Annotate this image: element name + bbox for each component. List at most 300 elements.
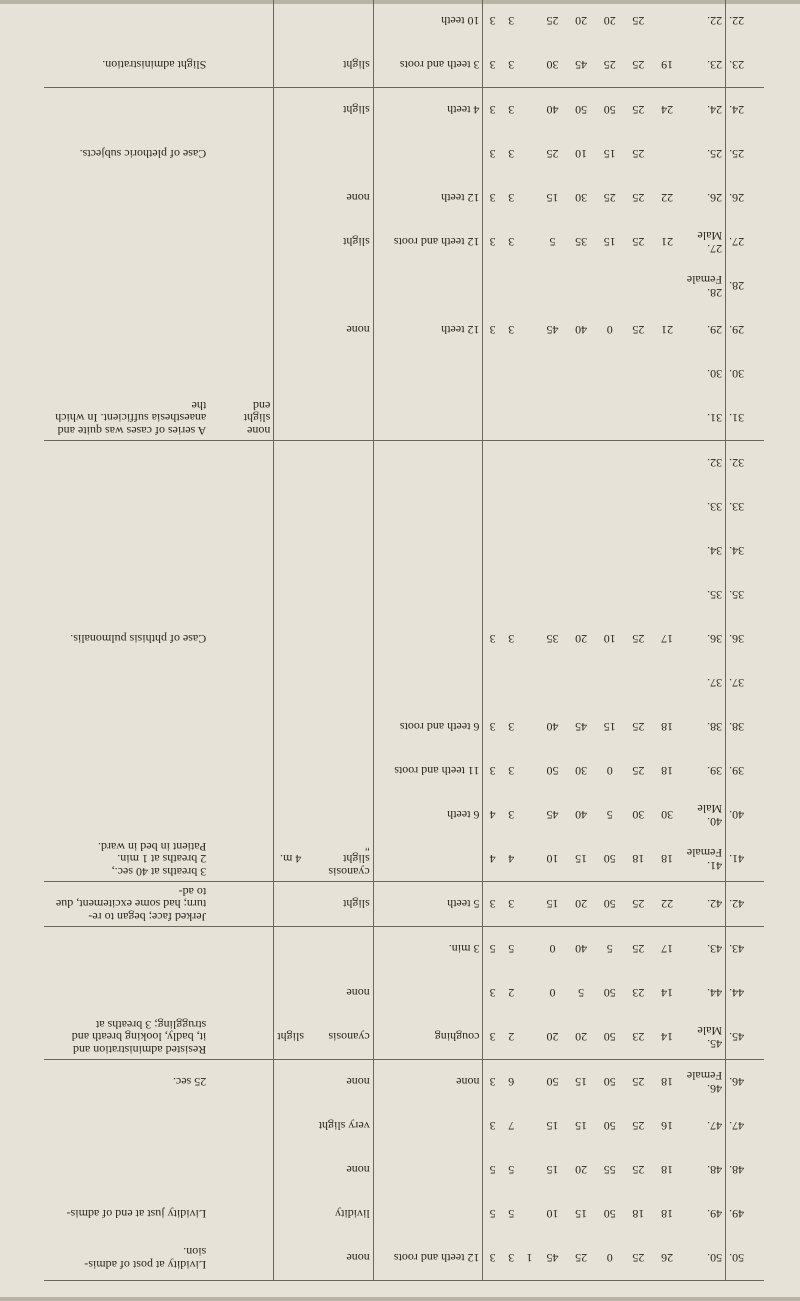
- value-3-cell: 0: [606, 323, 613, 338]
- case-label-cell: 35.: [681, 573, 725, 617]
- value-5-cell: 26: [653, 1236, 682, 1281]
- value-5-cell: [653, 0, 682, 43]
- value-3-cell: [595, 264, 624, 308]
- case-label-cell: 46. Female: [681, 1060, 725, 1105]
- operation-cell: [373, 529, 483, 573]
- operation-cell: [373, 617, 483, 661]
- respiration-cell: slight: [307, 43, 373, 88]
- count-2-cell: 5: [508, 942, 515, 957]
- value-4-cell: 25: [632, 764, 645, 779]
- value-2-cell: 5: [578, 986, 585, 1001]
- value-3-cell: 50: [603, 1119, 616, 1134]
- table-row: [44, 441, 764, 486]
- remarks-cell: [44, 529, 209, 573]
- table-row: [44, 308, 764, 352]
- unit-cell: [521, 529, 538, 573]
- operation-cell: [373, 396, 483, 441]
- value-4-cell: 25: [632, 235, 645, 250]
- case-label-cell: 22.: [681, 0, 725, 43]
- value-3-cell: 50: [595, 882, 624, 927]
- case-number-cell: 36.: [729, 632, 745, 647]
- count-2-cell: 2: [502, 1015, 521, 1060]
- value-3-cell: [595, 441, 624, 486]
- table-row: [44, 88, 764, 133]
- table-row: [44, 1236, 764, 1281]
- unit-cell: [521, 88, 538, 133]
- value-5-cell: [653, 661, 682, 705]
- value-1-cell: 10: [546, 1207, 559, 1222]
- count-1-cell: 5: [489, 942, 496, 957]
- value-4-cell: [624, 441, 653, 486]
- case-label-cell: 43.: [681, 927, 725, 972]
- value-3-cell: 15: [603, 720, 616, 735]
- table-row: [44, 1104, 764, 1148]
- value-3-cell: [595, 529, 624, 573]
- respiration-cell: [307, 441, 373, 486]
- respiration-cell: none: [346, 1163, 370, 1178]
- operation-cell: [373, 264, 483, 308]
- count-1-cell: 3: [483, 43, 502, 88]
- unit-cell: [521, 927, 538, 972]
- remarks-cell: [44, 705, 209, 749]
- value-4-cell: 25: [632, 14, 645, 29]
- respiration-cell: [307, 0, 373, 43]
- pulse-cell: [274, 308, 307, 352]
- value-3-cell: 50: [595, 1015, 624, 1060]
- operation-cell: 12 teeth: [373, 308, 483, 352]
- table-row: [44, 749, 764, 793]
- case-number-cell: 47.: [729, 1119, 745, 1134]
- value-4-cell: 18: [632, 1207, 645, 1222]
- value-5-cell: 18: [661, 1207, 674, 1222]
- count-2-cell: 3: [502, 882, 521, 927]
- remarks-cell: [44, 220, 209, 264]
- pulse-cell: [274, 793, 307, 837]
- unit-cell: [521, 352, 538, 396]
- remarks-cell: [44, 1148, 209, 1192]
- case-number-cell: 46.: [729, 1075, 745, 1090]
- respiration-cell: none: [307, 1236, 373, 1281]
- value-1-cell: [538, 485, 567, 529]
- value-1-cell: 40: [546, 103, 559, 118]
- value-4-cell: 25: [632, 1163, 645, 1178]
- value-1-cell: 15: [546, 1119, 559, 1134]
- case-number-cell: 43.: [729, 942, 745, 957]
- value-4-cell: 23: [632, 986, 645, 1001]
- operation-cell: 4 teeth: [373, 88, 483, 133]
- value-3-cell: [595, 396, 624, 441]
- value-2-cell: 25: [567, 1236, 596, 1281]
- value-4-cell: 23: [624, 1015, 653, 1060]
- table-row: [44, 529, 764, 573]
- sweat-cell: none slight end: [209, 396, 274, 441]
- value-1-cell: 15: [546, 1163, 559, 1178]
- value-3-cell: 55: [603, 1163, 616, 1178]
- case-label-cell: 30.: [681, 352, 725, 396]
- pulse-cell: [274, 971, 307, 1015]
- case-number-cell: 41.: [726, 837, 764, 882]
- value-1-cell: 35: [546, 632, 559, 647]
- sweat-cell: [209, 485, 274, 529]
- sweat-cell: [209, 264, 274, 308]
- value-1-cell: 10: [538, 837, 567, 882]
- value-5-cell: 16: [661, 1119, 674, 1134]
- value-2-cell: 20: [575, 1163, 588, 1178]
- operation-cell: 3 teeth and roots: [373, 43, 483, 88]
- operation-cell: 6 teeth: [373, 793, 483, 837]
- value-4-cell: 25: [632, 147, 645, 162]
- value-5-cell: 22: [653, 882, 682, 927]
- value-5-cell: 19: [653, 43, 682, 88]
- case-label-cell: 26.: [681, 176, 725, 220]
- value-5-cell: 24: [661, 103, 674, 118]
- value-5-cell: [653, 396, 682, 441]
- respiration-cell: [307, 749, 373, 793]
- case-label-cell: 47.: [681, 1104, 725, 1148]
- sweat-cell: [209, 617, 274, 661]
- remarks-cell: [44, 352, 209, 396]
- sweat-cell: [209, 573, 274, 617]
- case-label-cell: 48.: [681, 1148, 725, 1192]
- value-5-cell: [653, 441, 682, 486]
- sweat-cell: [209, 88, 274, 133]
- respiration-cell: [307, 264, 373, 308]
- case-label-cell: 29.: [681, 308, 725, 352]
- value-3-cell: 50: [603, 1075, 616, 1090]
- unit-cell: [521, 573, 538, 617]
- operation-cell: [373, 132, 483, 176]
- respiration-cell: [307, 485, 373, 529]
- pulse-cell: slight: [274, 1015, 307, 1060]
- count-2-cell: 5: [508, 1163, 515, 1178]
- unit-cell: [521, 132, 538, 176]
- value-1-cell: 25: [546, 147, 559, 162]
- unit-cell: [521, 176, 538, 220]
- case-label-cell: 39.: [681, 749, 725, 793]
- sweat-cell: [209, 1236, 274, 1281]
- unit-cell: [521, 749, 538, 793]
- remarks-cell: [44, 573, 209, 617]
- remarks-cell: Jerked face; began to re- turn; had some excitement, due to ad-: [44, 882, 209, 927]
- unit-cell: [521, 1104, 538, 1148]
- unit-cell: [521, 705, 538, 749]
- unit-cell: [521, 882, 538, 927]
- case-label-cell: 28. Female: [681, 264, 725, 308]
- count-1-cell: [483, 264, 502, 308]
- operation-cell: [373, 1104, 483, 1148]
- operation-cell: 12 teeth and roots: [373, 1236, 483, 1281]
- operation-cell: [373, 441, 483, 486]
- value-4-cell: 25: [632, 103, 645, 118]
- count-1-cell: [483, 529, 502, 573]
- pulse-cell: [274, 43, 307, 88]
- operation-cell: [373, 1192, 483, 1236]
- value-4-cell: 25: [624, 882, 653, 927]
- operation-cell: 10 teeth: [373, 0, 483, 43]
- value-1-cell: 15: [538, 882, 567, 927]
- unit-cell: [521, 1015, 538, 1060]
- value-1-cell: 45: [546, 808, 559, 823]
- value-3-cell: 10: [603, 632, 616, 647]
- respiration-cell: [307, 793, 373, 837]
- case-label-cell: 44.: [681, 971, 725, 1015]
- table-row: [44, 396, 764, 441]
- value-3-cell: 15: [603, 147, 616, 162]
- unit-cell: [521, 441, 538, 486]
- value-3-cell: 5: [606, 942, 613, 957]
- value-1-cell: 40: [546, 720, 559, 735]
- table-row: [44, 661, 764, 705]
- pulse-cell: [274, 88, 307, 133]
- respiration-cell: none: [346, 323, 370, 338]
- count-1-cell: 3: [489, 632, 496, 647]
- case-number-cell: 37.: [729, 676, 745, 691]
- value-4-cell: 25: [632, 942, 645, 957]
- value-4-cell: 18: [624, 837, 653, 882]
- count-2-cell: 3: [508, 147, 515, 162]
- case-number-cell: 44.: [729, 986, 745, 1001]
- remarks-cell: Case of plethoric subjects.: [79, 147, 207, 162]
- count-2-cell: 3: [508, 191, 515, 206]
- respiration-cell: slight: [343, 235, 370, 250]
- sweat-cell: [209, 529, 274, 573]
- value-3-cell: [595, 573, 624, 617]
- value-2-cell: 30: [575, 764, 588, 779]
- value-4-cell: [624, 573, 653, 617]
- unit-cell: [521, 1060, 538, 1105]
- value-2-cell: 15: [575, 1207, 588, 1222]
- respiration-cell: very slight: [318, 1119, 370, 1134]
- sweat-cell: [209, 705, 274, 749]
- pulse-cell: [274, 661, 307, 705]
- value-3-cell: 50: [603, 986, 616, 1001]
- respiration-cell: [307, 529, 373, 573]
- table-row: [44, 882, 764, 927]
- value-5-cell: [653, 264, 682, 308]
- value-2-cell: [567, 573, 596, 617]
- count-1-cell: [483, 352, 502, 396]
- case-number-cell: 28.: [729, 279, 745, 294]
- pulse-cell: [274, 882, 307, 927]
- value-1-cell: [538, 529, 567, 573]
- count-1-cell: 3: [489, 764, 496, 779]
- value-4-cell: 25: [632, 632, 645, 647]
- count-2-cell: 4: [502, 837, 521, 882]
- case-label-cell: 38.: [681, 705, 725, 749]
- value-1-cell: [538, 573, 567, 617]
- unit-cell: [521, 220, 538, 264]
- case-number-cell: 38.: [729, 720, 745, 735]
- remarks-cell: Slight administration.: [44, 43, 209, 88]
- count-2-cell: 5: [508, 1207, 515, 1222]
- case-label-cell: 40. Male: [681, 793, 725, 837]
- value-1-cell: 45: [546, 323, 559, 338]
- value-2-cell: 50: [575, 103, 588, 118]
- unit-cell: [521, 0, 538, 43]
- sweat-cell: [209, 220, 274, 264]
- table-row: [44, 1015, 764, 1060]
- count-2-cell: 6: [508, 1075, 515, 1090]
- value-1-cell: 50: [546, 764, 559, 779]
- case-number-cell: 30.: [729, 367, 745, 382]
- pulse-cell: [274, 617, 307, 661]
- value-2-cell: [567, 529, 596, 573]
- remarks-cell: 3 breaths at 40 sec., 2 breaths at 1 min. Patient in bed in ward.: [44, 837, 209, 882]
- value-1-cell: 50: [546, 1075, 559, 1090]
- table-row: [44, 43, 764, 88]
- remarks-cell: Case of phthisis pulmonalis.: [70, 632, 207, 647]
- pulse-cell: [274, 485, 307, 529]
- table-row: [44, 264, 764, 308]
- count-2-cell: [502, 485, 521, 529]
- value-1-cell: 25: [546, 14, 559, 29]
- value-4-cell: [624, 264, 653, 308]
- value-5-cell: 21: [661, 323, 674, 338]
- remarks-cell: Resisted administration and it, badly, looking breath and struggling; 3 breaths at: [44, 1015, 209, 1060]
- value-3-cell: 25: [595, 43, 624, 88]
- operation-cell: [373, 971, 483, 1015]
- remarks-cell: [44, 88, 209, 133]
- count-2-cell: 2: [508, 986, 515, 1001]
- count-2-cell: [502, 441, 521, 486]
- value-5-cell: 21: [661, 235, 674, 250]
- value-5-cell: 14: [661, 986, 674, 1001]
- count-2-cell: 3: [502, 1236, 521, 1281]
- count-2-cell: 3: [508, 720, 515, 735]
- respiration-cell: slight: [307, 882, 373, 927]
- sweat-cell: [209, 1148, 274, 1192]
- case-label-cell: 50.: [681, 1236, 725, 1281]
- case-number-cell: 23.: [726, 43, 764, 88]
- count-1-cell: 3: [489, 147, 496, 162]
- count-1-cell: 5: [489, 1207, 496, 1222]
- count-1-cell: [483, 441, 502, 486]
- table-row: [44, 837, 764, 882]
- unit-cell: [521, 661, 538, 705]
- count-2-cell: 3: [508, 235, 515, 250]
- count-2-cell: [502, 529, 521, 573]
- case-table: [44, 0, 764, 1281]
- operation-cell: 12 teeth and roots: [373, 220, 483, 264]
- count-2-cell: 3: [508, 764, 515, 779]
- count-2-cell: [502, 396, 521, 441]
- pulse-cell: [274, 0, 307, 43]
- value-2-cell: 35: [575, 235, 588, 250]
- sweat-cell: [209, 308, 274, 352]
- table-row: [44, 220, 764, 264]
- remarks-cell: [44, 485, 209, 529]
- pulse-cell: [274, 352, 307, 396]
- value-2-cell: 15: [575, 1119, 588, 1134]
- pulse-cell: [274, 132, 307, 176]
- value-5-cell: 18: [661, 764, 674, 779]
- operation-cell: coughing: [373, 1015, 483, 1060]
- value-4-cell: 25: [624, 1236, 653, 1281]
- sweat-cell: [209, 176, 274, 220]
- count-2-cell: 3: [508, 14, 515, 29]
- value-3-cell: 15: [603, 235, 616, 250]
- operation-cell: [373, 485, 483, 529]
- count-2-cell: [502, 264, 521, 308]
- unit-cell: [521, 971, 538, 1015]
- pulse-cell: [274, 1236, 307, 1281]
- remarks-cell: [44, 264, 209, 308]
- count-1-cell: 5: [489, 1163, 496, 1178]
- case-number-cell: 26.: [729, 191, 745, 206]
- unit-cell: [521, 308, 538, 352]
- sweat-cell: [209, 927, 274, 972]
- count-2-cell: [502, 573, 521, 617]
- value-2-cell: [567, 264, 596, 308]
- respiration-cell: [307, 927, 373, 972]
- value-4-cell: 30: [632, 808, 645, 823]
- value-2-cell: 20: [575, 14, 588, 29]
- remarks-cell: [44, 661, 209, 705]
- value-3-cell: 25: [603, 191, 616, 206]
- case-label-cell: 42.: [681, 882, 725, 927]
- count-2-cell: 3: [502, 43, 521, 88]
- sweat-cell: [209, 441, 274, 486]
- sweat-cell: [209, 1015, 274, 1060]
- case-label-cell: 27. Male: [681, 220, 725, 264]
- operation-cell: [373, 352, 483, 396]
- value-2-cell: 20: [567, 882, 596, 927]
- remarks-cell: [44, 176, 209, 220]
- pulse-cell: [274, 220, 307, 264]
- case-number-cell: 40.: [729, 808, 745, 823]
- value-2-cell: 30: [575, 191, 588, 206]
- case-label-cell: 36.: [681, 617, 725, 661]
- remarks-cell: A series of cases was quite and anaesthesia sufficient. In which the: [44, 396, 209, 441]
- case-number-cell: 24.: [729, 103, 745, 118]
- value-2-cell: 10: [575, 147, 588, 162]
- value-5-cell: [653, 573, 682, 617]
- case-label-cell: 34.: [681, 529, 725, 573]
- value-1-cell: 0: [549, 986, 556, 1001]
- value-2-cell: [567, 441, 596, 486]
- sweat-cell: [209, 1104, 274, 1148]
- table-row: [44, 1192, 764, 1236]
- value-2-cell: [567, 352, 596, 396]
- value-2-cell: 40: [575, 808, 588, 823]
- pulse-cell: [274, 1148, 307, 1192]
- respiration-cell: none: [346, 1075, 370, 1090]
- respiration-cell: [307, 573, 373, 617]
- case-label-cell: 25.: [681, 132, 725, 176]
- unit-cell: [521, 43, 538, 88]
- table-row: [44, 485, 764, 529]
- pulse-cell: [274, 529, 307, 573]
- count-1-cell: 3: [489, 1119, 496, 1134]
- sweat-cell: [209, 1192, 274, 1236]
- respiration-cell: cyanosis slight ": [307, 837, 373, 882]
- pulse-cell: [274, 573, 307, 617]
- count-2-cell: 3: [508, 632, 515, 647]
- case-number-cell: 32.: [729, 456, 745, 471]
- count-1-cell: [483, 485, 502, 529]
- operation-cell: [373, 837, 483, 882]
- count-1-cell: [483, 396, 502, 441]
- respiration-cell: none: [346, 986, 370, 1001]
- value-2-cell: 45: [575, 720, 588, 735]
- count-2-cell: 7: [508, 1119, 515, 1134]
- value-5-cell: 22: [661, 191, 674, 206]
- value-1-cell: [538, 441, 567, 486]
- count-1-cell: [483, 573, 502, 617]
- count-2-cell: 3: [508, 808, 515, 823]
- value-5-cell: [653, 352, 682, 396]
- value-5-cell: 17: [661, 942, 674, 957]
